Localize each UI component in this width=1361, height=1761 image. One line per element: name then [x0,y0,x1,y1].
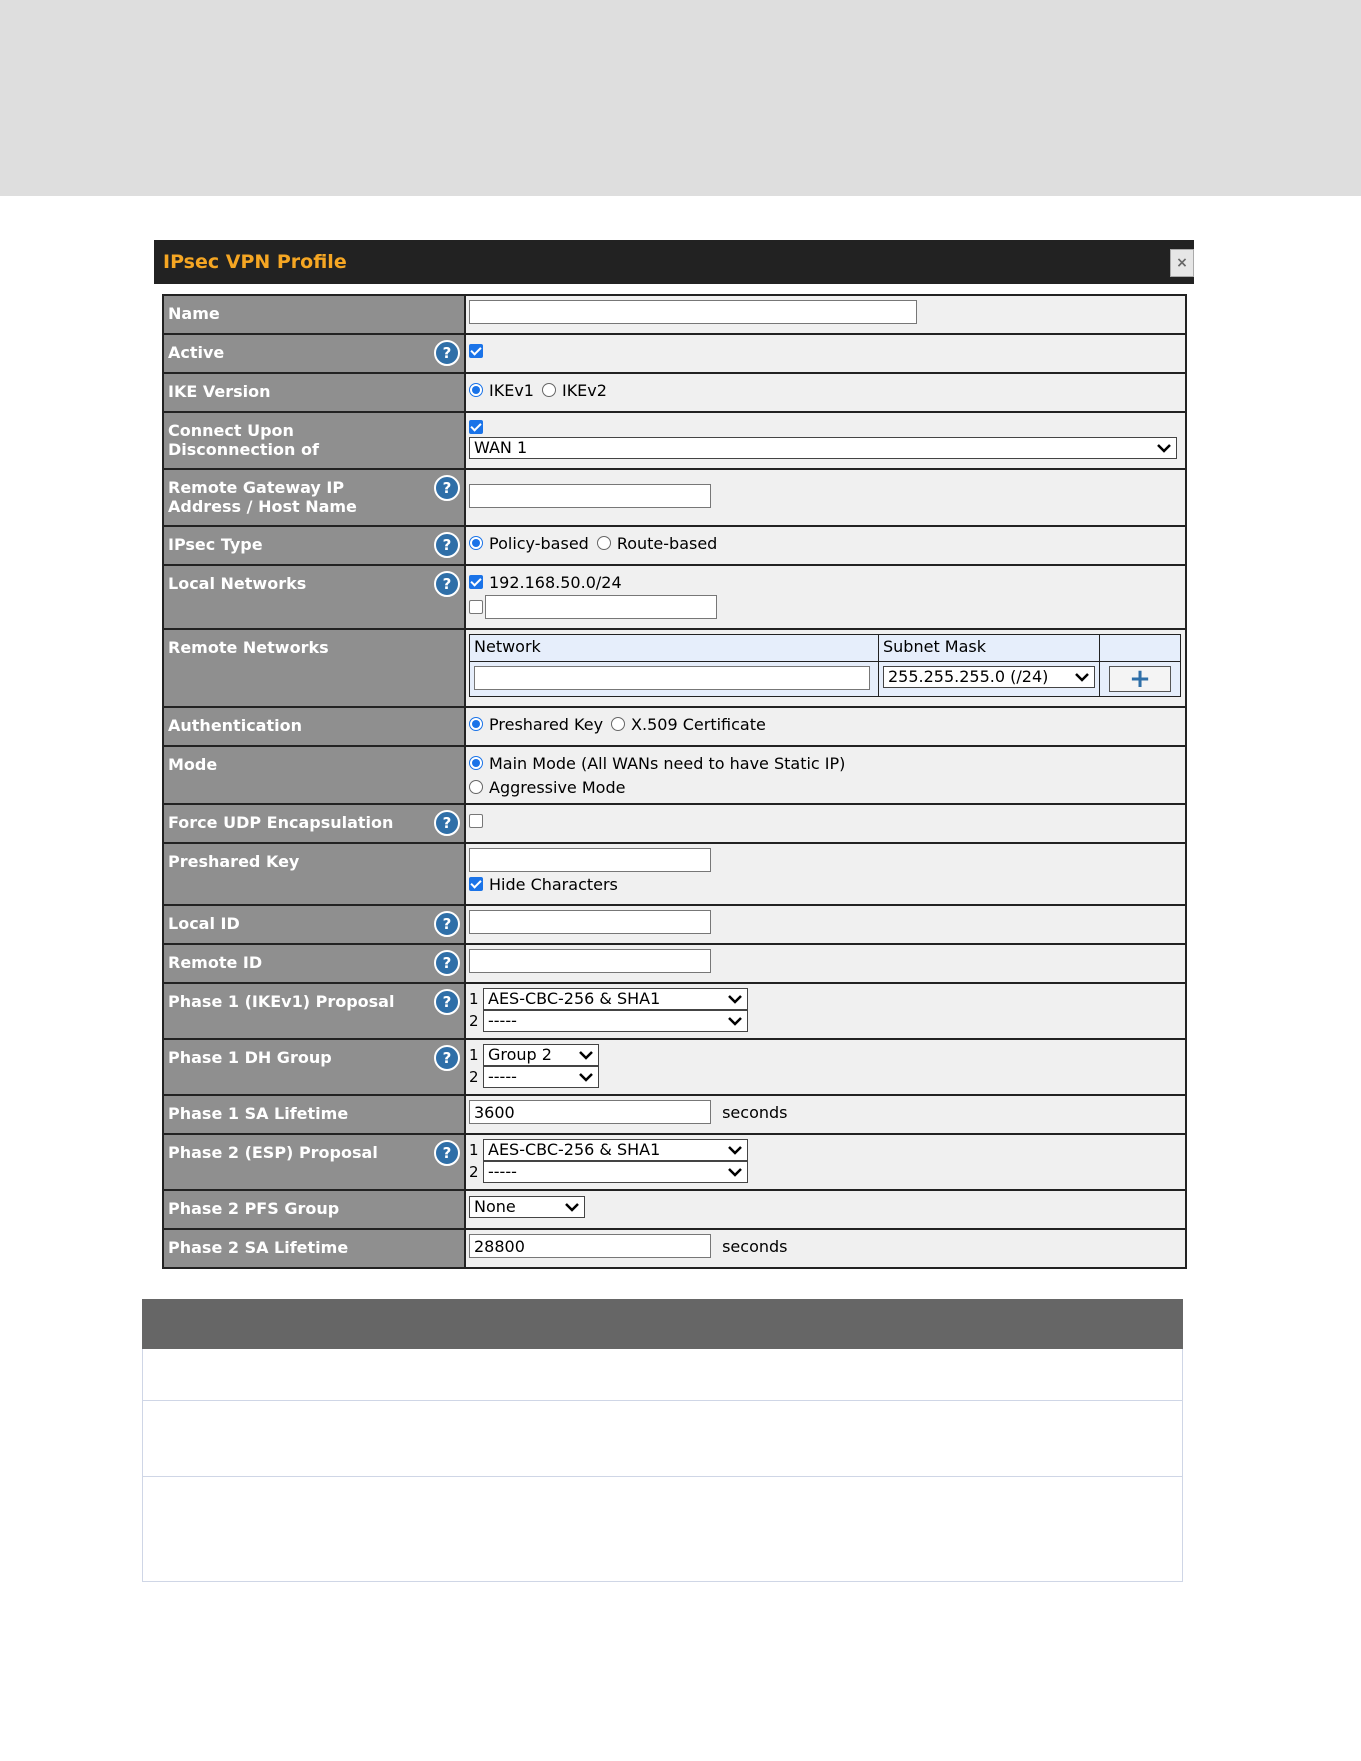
preshared-key-input[interactable] [469,848,711,872]
row-local-id [163,905,1186,944]
preshared-key-radio[interactable] [469,717,483,731]
row-name [163,295,1186,334]
label-remote-id: Remote ID [168,953,263,972]
ike-v1-label: IKEv1 [489,380,534,400]
help-icon[interactable]: ? [434,1045,460,1071]
label-name: Name [168,304,220,323]
subnet-mask-value: 255.255.255.0 (/24) [888,667,1049,686]
label-preshared-key: Preshared Key [168,852,300,871]
x509-certificate-radio[interactable] [611,717,625,731]
phase1-dh-1-number: 1 [469,1046,479,1064]
active-checkbox[interactable] [469,344,483,358]
row-active [163,334,1186,373]
phase2-sa-input[interactable] [469,1234,711,1258]
lower-table-row [142,1349,1183,1401]
local-network-2-input[interactable] [485,595,717,619]
add-remote-network-button[interactable]: + [1109,666,1171,692]
row-phase1-dh [163,1039,1186,1095]
phase1-proposal-2-select[interactable] [483,1010,748,1032]
profile-form [162,294,1187,1269]
help-icon[interactable]: ? [434,532,460,558]
policy-based-radio[interactable] [469,536,483,550]
column-header-network: Network [470,635,879,662]
remote-network-input[interactable] [474,666,870,690]
label-authentication: Authentication [168,716,302,735]
label-remote-gateway: Remote Gateway IP Address / Host Name [168,478,357,516]
aggressive-mode-radio[interactable] [469,780,483,794]
phase2-proposal-1-number: 1 [469,1141,479,1159]
local-network-2-checkbox[interactable] [469,600,483,614]
help-icon[interactable]: ? [434,989,460,1015]
label-ike-version: IKE Version [168,382,271,401]
row-remote-networks [163,629,1186,707]
route-based-radio[interactable] [597,536,611,550]
ike-v2-label: IKEv2 [561,380,607,400]
phase1-proposal-1-value: AES-CBC-256 & SHA1 [488,989,661,1008]
row-phase1-sa [163,1095,1186,1134]
phase1-dh-2-number: 2 [469,1068,479,1086]
local-network-1-checkbox[interactable] [469,575,483,589]
help-icon[interactable]: ? [434,950,460,976]
row-phase2-proposal [163,1134,1186,1190]
subnet-mask-select[interactable] [883,666,1095,688]
phase2-proposal-2-value: ----- [488,1162,517,1181]
connect-upon-wan-select[interactable] [469,437,1177,459]
main-mode-radio[interactable] [469,756,483,770]
lower-table-header [142,1299,1183,1349]
label-connect-upon: Connect Upon Disconnection of [168,421,319,459]
lower-table [142,1299,1183,1582]
remote-networks-table [469,634,1181,697]
phase1-proposal-2-number: 2 [469,1012,479,1030]
phase2-proposal-2-select[interactable] [483,1161,748,1183]
phase1-dh-2-select[interactable] [483,1066,599,1088]
ipsec-vpn-profile-dialog [154,240,1194,1257]
label-phase2-pfs: Phase 2 PFS Group [168,1199,340,1218]
aggressive-mode-label: Aggressive Mode [489,777,626,797]
chevron-down-icon [1074,670,1090,684]
row-phase2-sa [163,1229,1186,1268]
top-band [0,0,1361,196]
column-header-subnet-mask: Subnet Mask [879,635,1100,662]
remote-id-input[interactable] [469,949,711,973]
row-remote-gateway [163,469,1186,526]
label-phase1-sa: Phase 1 SA Lifetime [168,1104,349,1123]
label-local-networks: Local Networks [168,574,307,593]
chevron-down-icon [578,1070,594,1084]
phase2-pfs-select[interactable] [469,1196,585,1218]
label-active: Active [168,343,225,362]
lower-table-row [142,1401,1183,1477]
policy-based-label: Policy-based [489,533,589,553]
phase2-proposal-1-select[interactable] [483,1139,748,1161]
label-remote-networks: Remote Networks [168,638,329,657]
close-icon[interactable]: × [1170,249,1194,277]
chevron-down-icon [727,992,743,1006]
local-id-input[interactable] [469,910,711,934]
label-phase2-sa: Phase 2 SA Lifetime [168,1238,349,1257]
chevron-down-icon [1156,441,1172,455]
help-icon[interactable]: ? [434,1140,460,1166]
connect-upon-checkbox[interactable] [469,420,483,434]
lower-table-row [142,1477,1183,1582]
label-local-id: Local ID [168,914,240,933]
label-phase1-proposal: Phase 1 (IKEv1) Proposal [168,992,395,1011]
row-phase2-pfs [163,1190,1186,1229]
chevron-down-icon [578,1048,594,1062]
row-mode [163,746,1186,804]
x509-certificate-label: X.509 Certificate [631,714,766,734]
dialog-titlebar [154,240,1194,284]
help-icon[interactable]: ? [434,475,460,501]
phase2-proposal-2-number: 2 [469,1163,479,1181]
phase2-sa-unit: seconds [722,1236,788,1256]
phase1-sa-input[interactable] [469,1100,711,1124]
label-phase2-proposal: Phase 2 (ESP) Proposal [168,1143,378,1162]
main-mode-label: Main Mode (All WANs need to have Static IP) [489,753,846,773]
ike-v1-radio[interactable] [469,383,483,397]
row-connect-upon [163,412,1186,469]
phase1-dh-1-value: Group 2 [488,1045,552,1064]
phase1-dh-1-select[interactable] [483,1044,599,1066]
route-based-label: Route-based [616,533,718,553]
phase1-proposal-1-number: 1 [469,990,479,1008]
phase2-pfs-value: None [474,1197,516,1216]
name-input[interactable] [469,300,917,324]
row-authentication [163,707,1186,746]
label-phase1-dh: Phase 1 DH Group [168,1048,332,1067]
chevron-down-icon [727,1165,743,1179]
phase1-dh-2-value: ----- [488,1067,517,1086]
chevron-down-icon [564,1200,580,1214]
row-ike-version [163,373,1186,412]
help-icon[interactable]: ? [434,340,460,366]
row-preshared-key [163,843,1186,905]
chevron-down-icon [727,1143,743,1157]
label-force-udp: Force UDP Encapsulation [168,813,394,832]
row-remote-id [163,944,1186,983]
row-force-udp [163,804,1186,843]
preshared-key-option-label: Preshared Key [489,714,604,734]
phase2-proposal-1-value: AES-CBC-256 & SHA1 [488,1140,661,1159]
help-icon[interactable]: ? [434,911,460,937]
row-phase1-proposal [163,983,1186,1039]
help-icon[interactable]: ? [434,571,460,597]
row-local-networks [163,565,1186,629]
dialog-title: IPsec VPN Profile [163,251,347,273]
remote-gateway-input[interactable] [469,484,711,508]
label-mode: Mode [168,755,218,774]
phase1-proposal-1-select[interactable] [483,988,748,1010]
help-icon[interactable]: ? [434,810,460,836]
hide-characters-label: Hide Characters [489,874,618,894]
local-network-1-label: 192.168.50.0/24 [489,572,622,592]
phase1-sa-unit: seconds [722,1102,788,1122]
force-udp-checkbox[interactable] [469,814,483,828]
row-ipsec-type [163,526,1186,565]
hide-characters-checkbox[interactable] [469,877,483,891]
connect-upon-wan-value: WAN 1 [474,438,528,457]
phase1-proposal-2-value: ----- [488,1011,517,1030]
label-ipsec-type: IPsec Type [168,535,263,554]
ike-v2-radio[interactable] [542,383,556,397]
chevron-down-icon [727,1014,743,1028]
